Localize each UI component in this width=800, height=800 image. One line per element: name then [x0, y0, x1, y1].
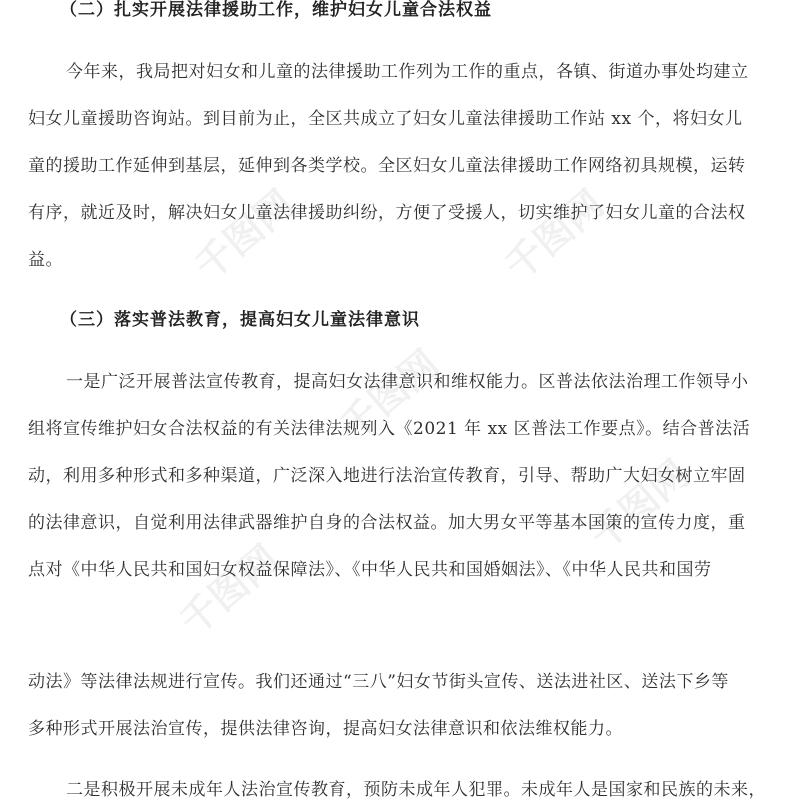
paragraph-line: 的法律意识，自觉利用法律武器维护自身的合法权益。加大男女平等基本国策的宣传力度，重	[28, 513, 746, 533]
watermark: 千图网	[331, 341, 448, 449]
watermark: 千图网	[171, 536, 288, 644]
paragraph-line: 童的援助工作延伸到基层，延伸到各类学校。全区妇女儿童法律援助工作网络初具规模，运转	[28, 156, 746, 176]
watermark: 千图网	[496, 181, 613, 289]
paragraph-line: 动法》等法律法规进行宣传。我们还通过“三八”妇女节街头宣传、送法进社区、送法下乡等	[28, 672, 729, 692]
paragraph-line: 益。	[28, 250, 63, 270]
paragraph-line: 妇女儿童援助咨询站。到目前为止，全区共成立了妇女儿童法律援助工作站 xx 个，将妇女儿	[28, 109, 743, 129]
paragraph-line: 多种形式开展法治宣传，提供法律咨询，提高妇女法律意识和依法维权能力。	[28, 719, 623, 739]
watermark: 千图网	[186, 181, 303, 289]
section-heading: （二）扎实开展法律援助工作，维护妇女儿童合法权益	[60, 0, 492, 20]
paragraph-line: 点对《中华人民共和国妇女权益保障法》、《中华人民共和国婚姻法》、《中华人民共和国劳	[28, 560, 712, 580]
section-heading: （三）落实普法教育，提高妇女儿童法律意识	[60, 310, 420, 330]
paragraph-line: 今年来，我局把对妇女和儿童的法律援助工作列为工作的重点，各镇、街道办事处均建立	[66, 62, 749, 82]
paragraph-line: 一是广泛开展普法宣传教育，提高妇女法律意识和维权能力。区普法依法治理工作领导小	[66, 372, 749, 392]
paragraph-line: 组将宣传维护妇女合法权益的有关法律法规列入《2021 年 xx 区普法工作要点》。结合普法活	[28, 419, 751, 439]
watermark: 千图网	[581, 451, 698, 559]
paragraph-line: 有序，就近及时，解决妇女儿童法律援助纠纷，方便了受援人，切实维护了妇女儿童的合法权	[28, 203, 746, 223]
paragraph-line: 动，利用多种形式和多种渠道，广泛深入地进行法治宣传教育，引导、帮助广大妇女树立牢固	[28, 466, 746, 486]
paragraph-line: 二是积极开展未成年人法治宣传教育，预防未成年人犯罪。未成年人是国家和民族的未来，	[66, 780, 766, 800]
